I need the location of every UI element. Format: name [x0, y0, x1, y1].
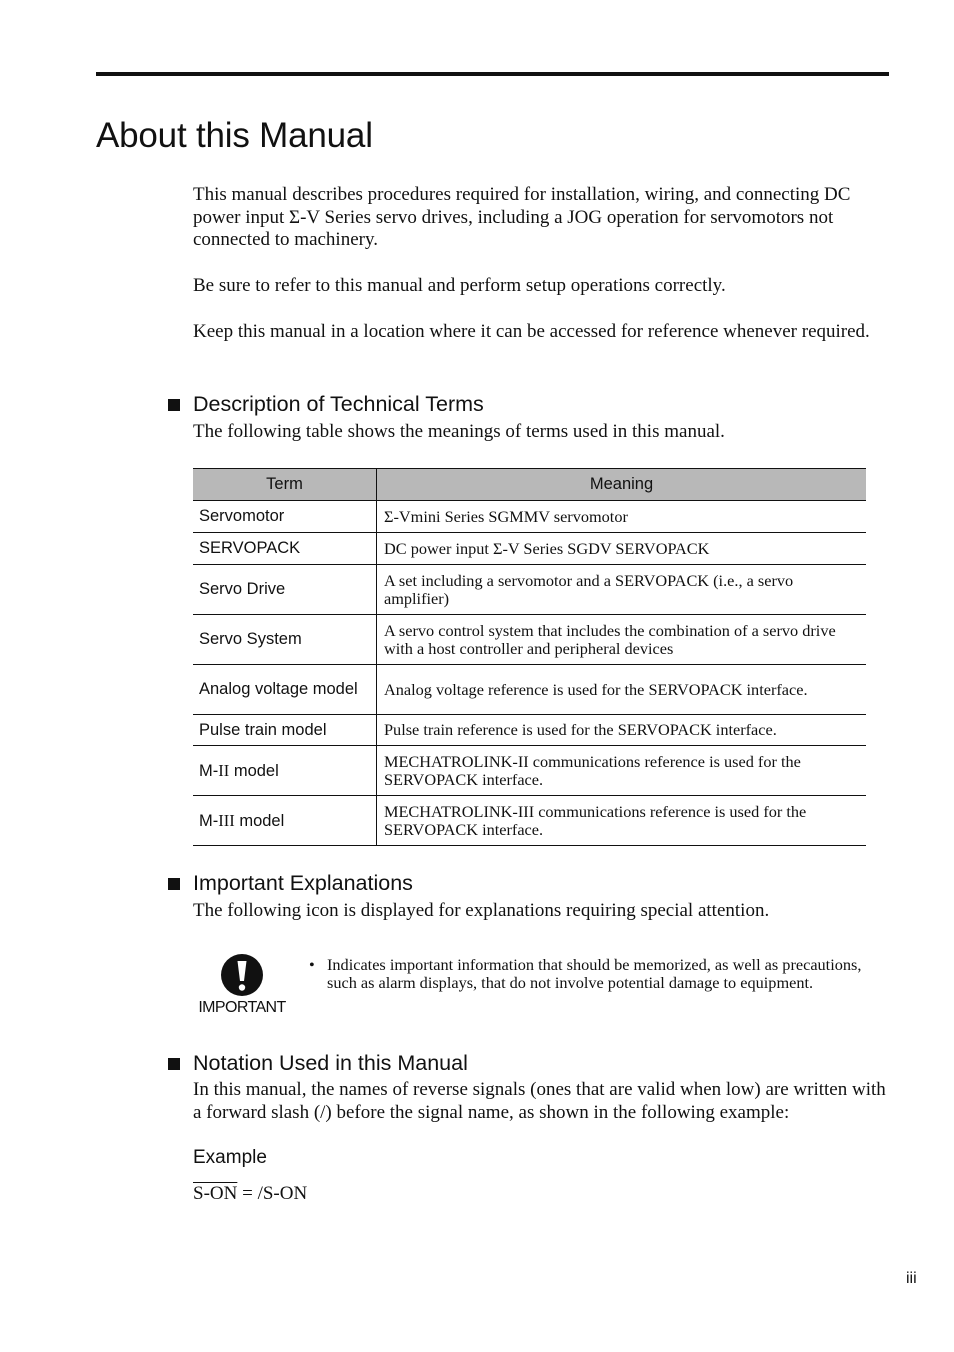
- terms-heading-text: Description of Technical Terms: [193, 392, 484, 416]
- important-note: [309, 956, 869, 992]
- term-suffix: model: [229, 761, 279, 780]
- meaning-cell: Analog voltage reference is used for the SERVOPACK interface.: [377, 665, 867, 715]
- meaning-cell: Σ-Vmini Series SGMMV servomotor: [377, 501, 867, 533]
- example-label: Example: [193, 1147, 267, 1168]
- notation-heading-text: Notation Used in this Manual: [193, 1051, 468, 1075]
- note-text: Indicates important information that should be memorized, as well as precautions, such as alarm displays, that do not involve potential damage to equipment.: [327, 955, 862, 992]
- column-header-meaning: Meaning: [377, 469, 867, 501]
- term-cell: Pulse train model: [193, 715, 377, 746]
- term-roman-numeral: II: [218, 760, 230, 780]
- top-rule: [96, 72, 889, 76]
- table-row: [193, 796, 866, 846]
- term-prefix: M-: [199, 761, 219, 780]
- equals-sign: =: [237, 1183, 258, 1204]
- meaning-cell: MECHATROLINK-III communications reference is used for the SERVOPACK interface.: [377, 796, 867, 846]
- meaning-cell: A servo control system that includes the combination of a servo drive with a host controller and peripheral devices: [377, 615, 867, 665]
- notation-section-heading: [168, 1051, 468, 1076]
- meaning-cell: DC power input Σ-V Series SGDV SERVOPACK: [377, 533, 867, 565]
- terms-intro: The following table shows the meanings of terms used in this manual.: [193, 421, 725, 442]
- meaning-cell: A set including a servomotor and a SERVOPACK (i.e., a servo amplifier): [377, 565, 867, 615]
- exclamation-circle-icon: [220, 953, 264, 997]
- important-intro: The following icon is displayed for explanations requiring special attention.: [193, 900, 770, 921]
- table-row: [193, 501, 866, 533]
- table-row: [193, 746, 866, 796]
- term-cell: Servo System: [193, 615, 377, 665]
- term-cell: Analog voltage model: [193, 665, 377, 715]
- table-row: [193, 715, 866, 746]
- intro-paragraph-2: Be sure to refer to this manual and perform setup operations correctly.: [193, 275, 726, 296]
- term-prefix: M-: [199, 811, 219, 830]
- important-section-heading: [168, 871, 413, 896]
- table-row: [193, 533, 866, 565]
- meaning-cell: MECHATROLINK-II communications reference is used for the SERVOPACK interface.: [377, 746, 867, 796]
- important-heading-text: Important Explanations: [193, 871, 413, 895]
- heading-bullet: [168, 878, 180, 890]
- table-row: [193, 665, 866, 715]
- term-cell: Servomotor: [193, 501, 377, 533]
- term-cell: [193, 746, 377, 796]
- term-suffix: model: [234, 811, 285, 830]
- intro-paragraph-3: Keep this manual in a location where it can be accessed for reference whenever required.: [193, 321, 870, 342]
- meaning-cell: Pulse train reference is used for the SERVOPACK interface.: [377, 715, 867, 746]
- important-icon-label: IMPORTANT: [198, 999, 286, 1016]
- notation-intro: In this manual, the names of reverse signals (ones that are valid when low) are written with a forward slash (/) before the signal name, as shown in the following example:: [193, 1079, 886, 1123]
- heading-bullet: [168, 1058, 180, 1070]
- slash-signal: /S-ON: [257, 1183, 308, 1204]
- terms-table: [193, 468, 866, 846]
- overlined-signal: S-ON: [193, 1183, 238, 1204]
- table-row: [193, 565, 866, 615]
- term-cell: SERVOPACK: [193, 533, 377, 565]
- term-cell: [193, 796, 377, 846]
- term-roman-numeral: III: [218, 810, 235, 830]
- signal-example: [193, 1183, 307, 1205]
- important-icon: [197, 953, 287, 1023]
- note-bullet: •: [309, 955, 315, 974]
- table-header-row: [193, 469, 866, 501]
- intro-paragraph-1: This manual describes procedures required for installation, wiring, and connecting DC power input Σ-V Series servo drives, including a JOG operation for servomotors not connected to machinery.: [193, 184, 851, 250]
- heading-bullet: [168, 399, 180, 411]
- table-row: [193, 615, 866, 665]
- page-title: About this Manual: [96, 116, 373, 155]
- page-number: iii: [906, 1270, 917, 1287]
- terms-section-heading: [168, 392, 484, 417]
- column-header-term: Term: [193, 469, 377, 501]
- term-cell: Servo Drive: [193, 565, 377, 615]
